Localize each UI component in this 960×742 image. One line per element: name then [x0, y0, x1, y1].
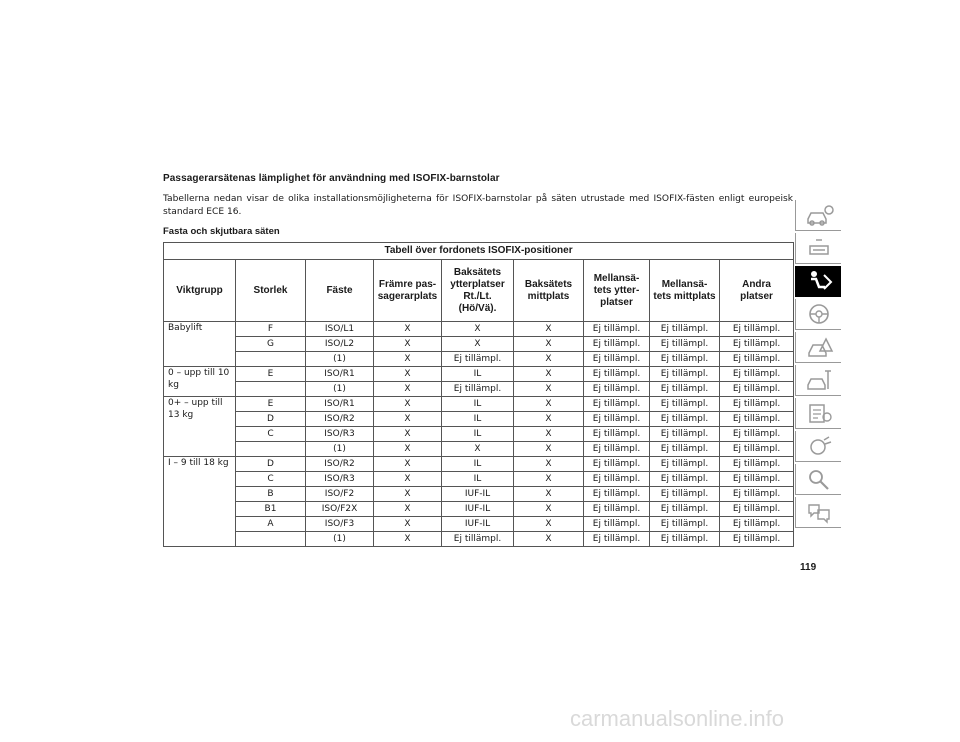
car-service-icon [804, 368, 834, 392]
table-cell: (1) [306, 532, 374, 547]
table-subheading: Fasta och skjutbara säten [163, 226, 280, 237]
table-cell: Ej tillämpl. [584, 352, 650, 367]
table-cell: D [236, 412, 306, 427]
table-cell: ISO/R2 [306, 457, 374, 472]
table-cell: X [514, 487, 584, 502]
table-cell: ISO/R1 [306, 367, 374, 382]
table-cell: Ej tillämpl. [720, 532, 794, 547]
index-search-icon [804, 467, 834, 491]
table-cell: C [236, 427, 306, 442]
table-cell: Ej tillämpl. [650, 397, 720, 412]
table-cell: ISO/F2 [306, 487, 374, 502]
table-cell: Ej tillämpl. [650, 472, 720, 487]
watermark: carmanualsonline.info [570, 706, 785, 731]
table-cell: IL [442, 412, 514, 427]
table-cell: Ej tillämpl. [650, 367, 720, 382]
table-cell: X [514, 442, 584, 457]
table-cell: X [442, 442, 514, 457]
chapter-tab[interactable] [795, 398, 841, 429]
table-cell: Ej tillämpl. [720, 367, 794, 382]
table-cell: Ej tillämpl. [584, 397, 650, 412]
table-cell: D [236, 457, 306, 472]
table-cell: Ej tillämpl. [584, 487, 650, 502]
table-cell: X [514, 427, 584, 442]
table-cell: Ej tillämpl. [720, 427, 794, 442]
specifications-icon [804, 401, 834, 425]
intro-paragraph: Tabellerna nedan visar de olika installationsmöjligheterna för ISOFIX-barnstolar på säten utrustade med ISOFIX-fästen enligt europeisk standard ECE 16. [163, 194, 793, 217]
table-row [164, 502, 794, 517]
table-row [164, 442, 794, 457]
table-cell: X [514, 322, 584, 337]
table-cell: ISO/R2 [306, 412, 374, 427]
table-cell: Ej tillämpl. [650, 502, 720, 517]
table-cell: IL [442, 472, 514, 487]
chapter-tab[interactable] [795, 299, 841, 330]
column-header: Storlek [236, 260, 306, 322]
table-cell: X [514, 457, 584, 472]
table-cell: Ej tillämpl. [720, 517, 794, 532]
table-cell: X [514, 532, 584, 547]
table-cell [236, 352, 306, 367]
table-row [164, 337, 794, 352]
isofix-positions-table [163, 242, 794, 547]
steering-wheel-icon [804, 302, 834, 326]
seat-safety-icon [804, 269, 834, 293]
table-cell: Ej tillämpl. [650, 427, 720, 442]
table-cell: ISO/R1 [306, 397, 374, 412]
table-cell: (1) [306, 442, 374, 457]
table-cell: Ej tillämpl. [584, 517, 650, 532]
table-cell: (1) [306, 382, 374, 397]
table-cell: X [374, 397, 442, 412]
table-row [164, 397, 794, 412]
table-row [164, 517, 794, 532]
weight-group-cell: Babylift [164, 322, 236, 367]
table-cell: X [374, 322, 442, 337]
table-cell: X [374, 517, 442, 532]
table-cell: Ej tillämpl. [584, 532, 650, 547]
table-cell: IL [442, 367, 514, 382]
table-cell: Ej tillämpl. [720, 457, 794, 472]
table-row [164, 427, 794, 442]
table-cell: Ej tillämpl. [650, 337, 720, 352]
table-cell: Ej tillämpl. [720, 382, 794, 397]
table-cell: IL [442, 397, 514, 412]
table-cell: X [374, 352, 442, 367]
table-cell: Ej tillämpl. [650, 487, 720, 502]
table-row [164, 457, 794, 472]
table-cell: ISO/F2X [306, 502, 374, 517]
table-cell: IUF-IL [442, 502, 514, 517]
chapter-tab[interactable] [795, 332, 841, 363]
table-cell: IUF-IL [442, 487, 514, 502]
column-header: Fäste [306, 260, 374, 322]
table-cell: Ej tillämpl. [720, 472, 794, 487]
table-row [164, 487, 794, 502]
table-header-row [164, 260, 794, 322]
table-cell [236, 532, 306, 547]
column-header: Andra platser [720, 260, 794, 322]
column-header: Baksätets ytterplatser Rt./Lt. (Hö/Vä). [442, 260, 514, 322]
page-number: 119 [800, 562, 817, 573]
table-row [164, 322, 794, 337]
table-cell: Ej tillämpl. [442, 382, 514, 397]
table-cell: IL [442, 457, 514, 472]
table-cell: Ej tillämpl. [650, 532, 720, 547]
table-cell: Ej tillämpl. [650, 322, 720, 337]
table-cell: IL [442, 427, 514, 442]
table-cell: X [514, 367, 584, 382]
table-cell: Ej tillämpl. [584, 427, 650, 442]
table-cell: Ej tillämpl. [720, 487, 794, 502]
weight-group-cell: I – 9 till 18 kg [164, 457, 236, 547]
table-cell: X [442, 337, 514, 352]
table-cell: Ej tillämpl. [720, 322, 794, 337]
table-cell: E [236, 397, 306, 412]
table-cell: X [374, 502, 442, 517]
table-cell: ISO/L1 [306, 322, 374, 337]
table-cell: Ej tillämpl. [720, 352, 794, 367]
table-cell: B [236, 487, 306, 502]
table-cell: X [374, 472, 442, 487]
table-cell: X [374, 382, 442, 397]
roadside-emergency-icon [804, 335, 834, 359]
car-info-icon [804, 203, 834, 227]
chapter-tab[interactable] [795, 266, 841, 297]
table-cell: X [514, 502, 584, 517]
table-cell: X [514, 337, 584, 352]
table-cell: X [374, 337, 442, 352]
table-cell: E [236, 367, 306, 382]
table-cell: IUF-IL [442, 517, 514, 532]
table-cell: Ej tillämpl. [720, 397, 794, 412]
table-cell: Ej tillämpl. [650, 442, 720, 457]
table-cell: X [514, 517, 584, 532]
table-cell: F [236, 322, 306, 337]
column-header: Främre pas- sagerarplats [374, 260, 442, 322]
multimedia-icon [804, 434, 834, 458]
table-cell: Ej tillämpl. [584, 472, 650, 487]
column-header: Viktgrupp [164, 260, 236, 322]
table-body [164, 322, 794, 547]
column-header: Baksätets mittplats [514, 260, 584, 322]
table-cell: Ej tillämpl. [650, 382, 720, 397]
table-cell: B1 [236, 502, 306, 517]
table-cell: X [442, 322, 514, 337]
table-cell: X [374, 367, 442, 382]
column-header: Mellansä- tets ytter- platser [584, 260, 650, 322]
chapter-tab[interactable] [795, 431, 841, 462]
table-cell: X [374, 457, 442, 472]
chapter-tab[interactable] [795, 497, 841, 528]
table-cell: X [374, 442, 442, 457]
chapter-tab[interactable] [795, 233, 841, 264]
table-cell: X [514, 352, 584, 367]
table-caption: Tabell över fordonets ISOFIX-positioner [164, 243, 794, 260]
table-cell: ISO/L2 [306, 337, 374, 352]
table-cell: X [374, 412, 442, 427]
table-cell: Ej tillämpl. [650, 412, 720, 427]
table-cell: Ej tillämpl. [584, 337, 650, 352]
table-cell: Ej tillämpl. [584, 322, 650, 337]
table-row [164, 382, 794, 397]
table-cell: Ej tillämpl. [584, 367, 650, 382]
table-row [164, 367, 794, 382]
table-cell: Ej tillämpl. [650, 517, 720, 532]
column-header: Mellansä- tets mittplats [650, 260, 720, 322]
table-cell: Ej tillämpl. [720, 412, 794, 427]
table-cell: Ej tillämpl. [584, 412, 650, 427]
table-cell: Ej tillämpl. [584, 442, 650, 457]
chapter-tab[interactable] [795, 365, 841, 396]
table-cell: X [374, 532, 442, 547]
table-row [164, 352, 794, 367]
table-cell: Ej tillämpl. [584, 502, 650, 517]
table-row [164, 532, 794, 547]
languages-icon [804, 500, 834, 524]
table-row [164, 412, 794, 427]
table-cell: Ej tillämpl. [584, 382, 650, 397]
table-cell: X [514, 472, 584, 487]
dashboard-lights-icon [804, 236, 834, 260]
table-cell: Ej tillämpl. [584, 457, 650, 472]
table-cell: Ej tillämpl. [720, 502, 794, 517]
table-cell: X [514, 382, 584, 397]
table-cell: Ej tillämpl. [650, 352, 720, 367]
table-cell [236, 382, 306, 397]
table-cell: X [374, 427, 442, 442]
table-cell: Ej tillämpl. [442, 352, 514, 367]
table-cell: Ej tillämpl. [442, 532, 514, 547]
table-cell: Ej tillämpl. [720, 442, 794, 457]
chapter-tab[interactable] [795, 200, 841, 231]
table-cell: X [514, 412, 584, 427]
table-row [164, 472, 794, 487]
table-cell: Ej tillämpl. [650, 457, 720, 472]
weight-group-cell: 0 – upp till 10 kg [164, 367, 236, 397]
table-cell: Ej tillämpl. [720, 337, 794, 352]
table-cell: A [236, 517, 306, 532]
section-heading: Passagerarsätenas lämplighet för användning med ISOFIX-barnstolar [163, 173, 500, 184]
table-cell: ISO/R3 [306, 427, 374, 442]
table-cell: ISO/R3 [306, 472, 374, 487]
table-cell: X [374, 487, 442, 502]
chapter-tab[interactable] [795, 464, 841, 495]
table-cell: G [236, 337, 306, 352]
table-cell: X [514, 397, 584, 412]
table-cell: (1) [306, 352, 374, 367]
table-cell: C [236, 472, 306, 487]
table-cell: ISO/F3 [306, 517, 374, 532]
weight-group-cell: 0+ – upp till 13 kg [164, 397, 236, 457]
table-cell [236, 442, 306, 457]
